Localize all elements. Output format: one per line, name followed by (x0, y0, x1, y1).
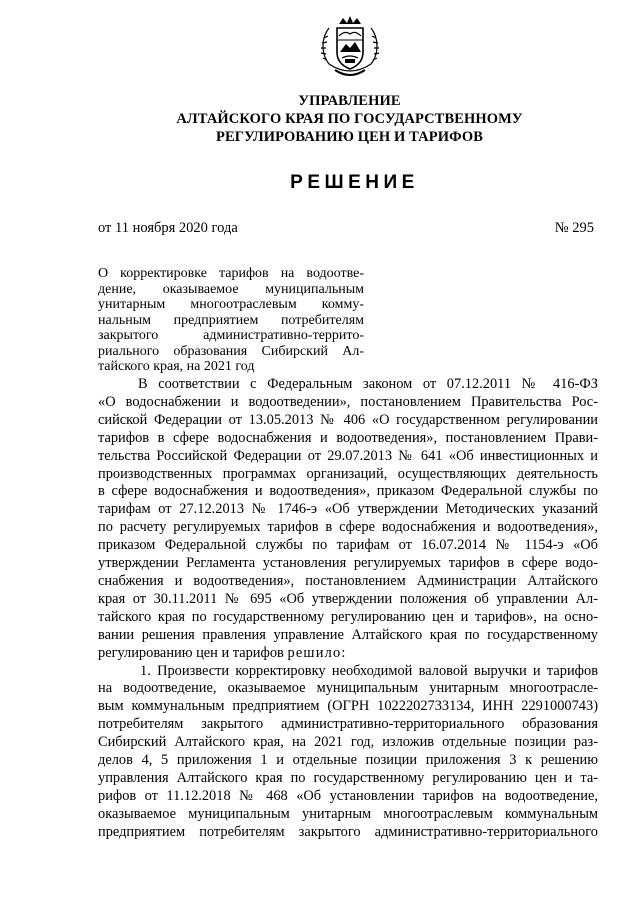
document-title: РЕШЕНИЕ (290, 172, 419, 193)
subject-line: нальным предприятием потребителям (98, 312, 364, 328)
body-line: снабжения и водоотведения», постановлением Администрации Алтайского (98, 572, 598, 589)
subject-line: О корректировке тарифов на водоотве- (98, 266, 364, 281)
body-line: приказом Федеральной службы по тарифам от 16.07.2014 № 1154-э «Об (98, 537, 598, 554)
body-line: вании решения правления управление Алтайского края по государственному (98, 626, 598, 643)
subject-line: унитарным многоотраслевым комму- (98, 297, 364, 312)
body-line: предприятием потребителям закрытого административно-территориального (98, 823, 598, 840)
body-line: делов 4, 5 приложения 1 и отдельные позиции приложения 3 к решению (98, 752, 598, 769)
header-line-3: РЕГУЛИРОВАНИЮ ЦЕН И ТАРИФОВ (216, 129, 483, 145)
header-line-2: АЛТАЙСКОГО КРАЯ ПО ГОСУДАРСТВЕННОМУ (176, 111, 523, 127)
body-line: тельства Российской Федерации от 29.07.2013 № 641 «Об инвестиционных и (98, 447, 598, 464)
body-line: производственных программах организаций, осуществляющих деятельность (98, 465, 598, 482)
body-line: на водоотведение, оказываемое муниципальным унитарным многоотрасле- (98, 680, 598, 697)
body-line: потребителям закрытого административно-территориального образования (98, 716, 598, 733)
body-line: 1. Произвести корректировку необходимой валовой выручки и тарифов (140, 662, 598, 679)
subject-line: тайского края, на 2021 год (98, 359, 255, 374)
header-line-1: УПРАВЛЕНИЕ (298, 93, 401, 109)
body-line: управления Алтайского края по государственному регулированию цен и та- (98, 769, 598, 786)
body-line: сийской Федерации от 13.05.2013 № 406 «О государственном регулировании (98, 411, 598, 428)
body-line-with-decision (98, 645, 598, 663)
body-line: тайского края по государственному регулированию цен и тарифов», на осно- (98, 608, 598, 625)
body-line: оказываемое муниципальным унитарным многоотраслевым коммунальным (98, 805, 598, 822)
document-subject (98, 266, 364, 375)
body-line: вым коммунальным предприятием (ОГРН 1022202733134, ИНН 2291000743) (98, 698, 598, 715)
body-line: «О водоснабжении и водоотведении», постановлением Правительства Рос- (98, 393, 598, 410)
body-line: Сибирский Алтайского края, на 2021 год, изложив отдельные позиции раз- (98, 734, 598, 751)
subject-line: закрытого административно-террито- (98, 328, 364, 343)
body-line: регулированию цен и тарифов (98, 644, 284, 661)
body-line: в сфере водоснабжения и водоотведения», приказом Федеральной службы по (98, 483, 598, 500)
body-line: по расчету регулируемых тарифов в сфере водоснабжения и водоотведения», (98, 519, 598, 536)
decided-word: решило: (287, 644, 347, 661)
document-date: от 11 ноября 2020 года (98, 220, 238, 236)
body-line: тарифам от 27.12.2013 № 1746-э «Об утверждении Методических указаний (98, 501, 598, 518)
body-line: тарифов в сфере водоснабжения и водоотведения», постановлением Прави- (98, 429, 598, 446)
subject-line: дение, оказываемое муниципальным (98, 281, 364, 297)
document-number: № 295 (554, 220, 594, 236)
subject-line: риального образования Сибирский Ал- (98, 343, 364, 359)
body-line: края от 30.11.2011 № 695 «Об утверждении положения об управлении Ал- (98, 590, 598, 607)
document-body (98, 376, 598, 842)
coat-of-arms-emblem (315, 14, 385, 84)
body-line: утверждении Регламента установления регулируемых тарифов в сфере водо- (98, 555, 598, 572)
organization-header (0, 92, 639, 146)
body-line: В соответствии с Федеральным законом от 07.12.2011 № 416-ФЗ (138, 376, 598, 392)
body-line: рифов от 11.12.2018 № 468 «Об установлении тарифов на водоотведение, (98, 787, 598, 804)
